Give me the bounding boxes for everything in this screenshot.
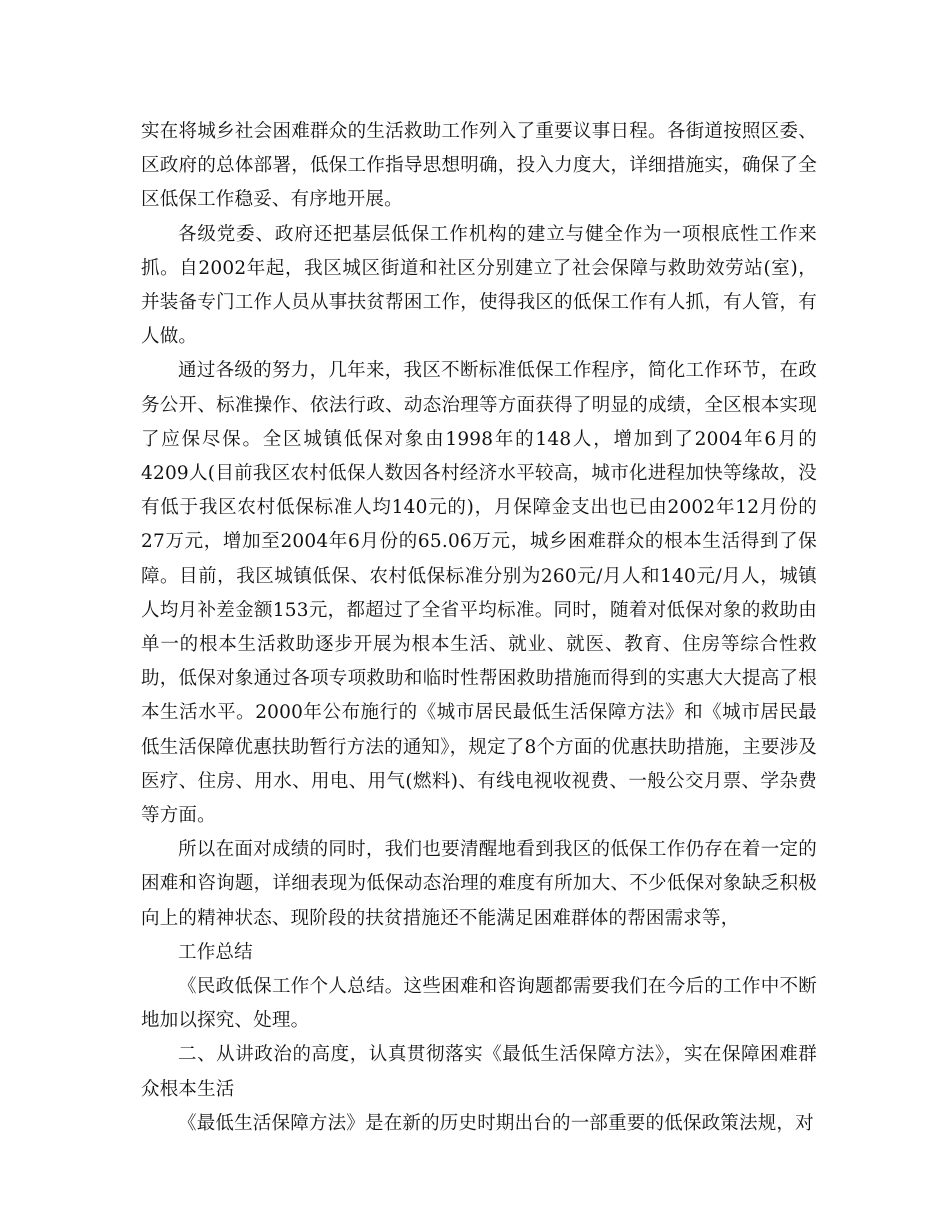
paragraph-3: 通过各级的努力，几年来，我区不断标准低保工作程序，简化工作环节，在政务公开、标准操作、依法行政、动态治理等方面获得了明显的成绩，全区根本实现了应保尽保。全区城镇低保对象由1998年的148人，增加到了2004年6月的4209人(目前我区农村低保人数因各村经济水平较高，城市化进程加快等缘故，没有低于我区农村低保标准人均140元的)，月保障金支出也已由2002年12月份的27万元，增加至2004年6月份的65.06万元，城乡困难群众的根本生活得到了保障。目前，我区城镇低保、农村低保标准分别为260元/月人和140元/月人，城镇人均月补差金额153元，都超过了全省平均标准。同时，随着对低保对象的救助由单一的根本生活救助逐步开展为根本生活、就业、就医、教育、住房等综合性救助，低保对象通过各项专项救助和临时性帮困救助措施而得到的实惠大大提高了根本生活水平。2000年公布施行的《城市居民最低生活保障方法》和《城市居民最低生活保障优惠扶助暂行方法的通知》，规定了8个方面的优惠扶助措施，主要涉及医疗、住房、用水、用电、用气(燃料)、有线电视收视费、一般公交月票、学杂费等方面。	[141, 360, 817, 827]
paragraph-5: 《民政低保工作个人总结。这些困难和咨询题都需要我们在今后的工作中不断地加以探究、处理。	[141, 976, 817, 1032]
paragraph-6: 《最低生活保障方法》是在新的历史时期出台的一部重要的低保政策法规，对	[178, 1112, 814, 1134]
paragraph-4: 所以在面对成绩的同时，我们也要清醒地看到我区的低保工作仍存在着一定的困难和咨询题，详细表现为低保动态治理的难度有所加大、不少低保对象缺乏积极向上的精神状态、现阶段的扶贫措施还不能满足困难群体的帮困需求等，	[141, 839, 817, 929]
paragraph-2: 各级党委、政府还把基层低保工作机构的建立与健全作为一项根底性工作来抓。自2002年起，我区城区街道和社区分别建立了社会保障与救助效劳站(室)，并装备专门工作人员从事扶贫帮困工作，使得我区的低保工作有人抓，有人管，有人做。	[141, 223, 817, 348]
section-heading: 二、从讲政治的高度，认真贯彻落实《最低生活保障方法》，实在保障困难群众根本生活	[141, 1044, 817, 1100]
document-page	[141, 115, 817, 1141]
section-label: 工作总结	[178, 941, 253, 963]
paragraph-1: 实在将城乡社会困难群众的生活救助工作列入了重要议事日程。各街道按照区委、区政府的总体部署，低保工作指导思想明确，投入力度大，详细措施实，确保了全区低保工作稳妥、有序地开展。	[141, 121, 817, 211]
